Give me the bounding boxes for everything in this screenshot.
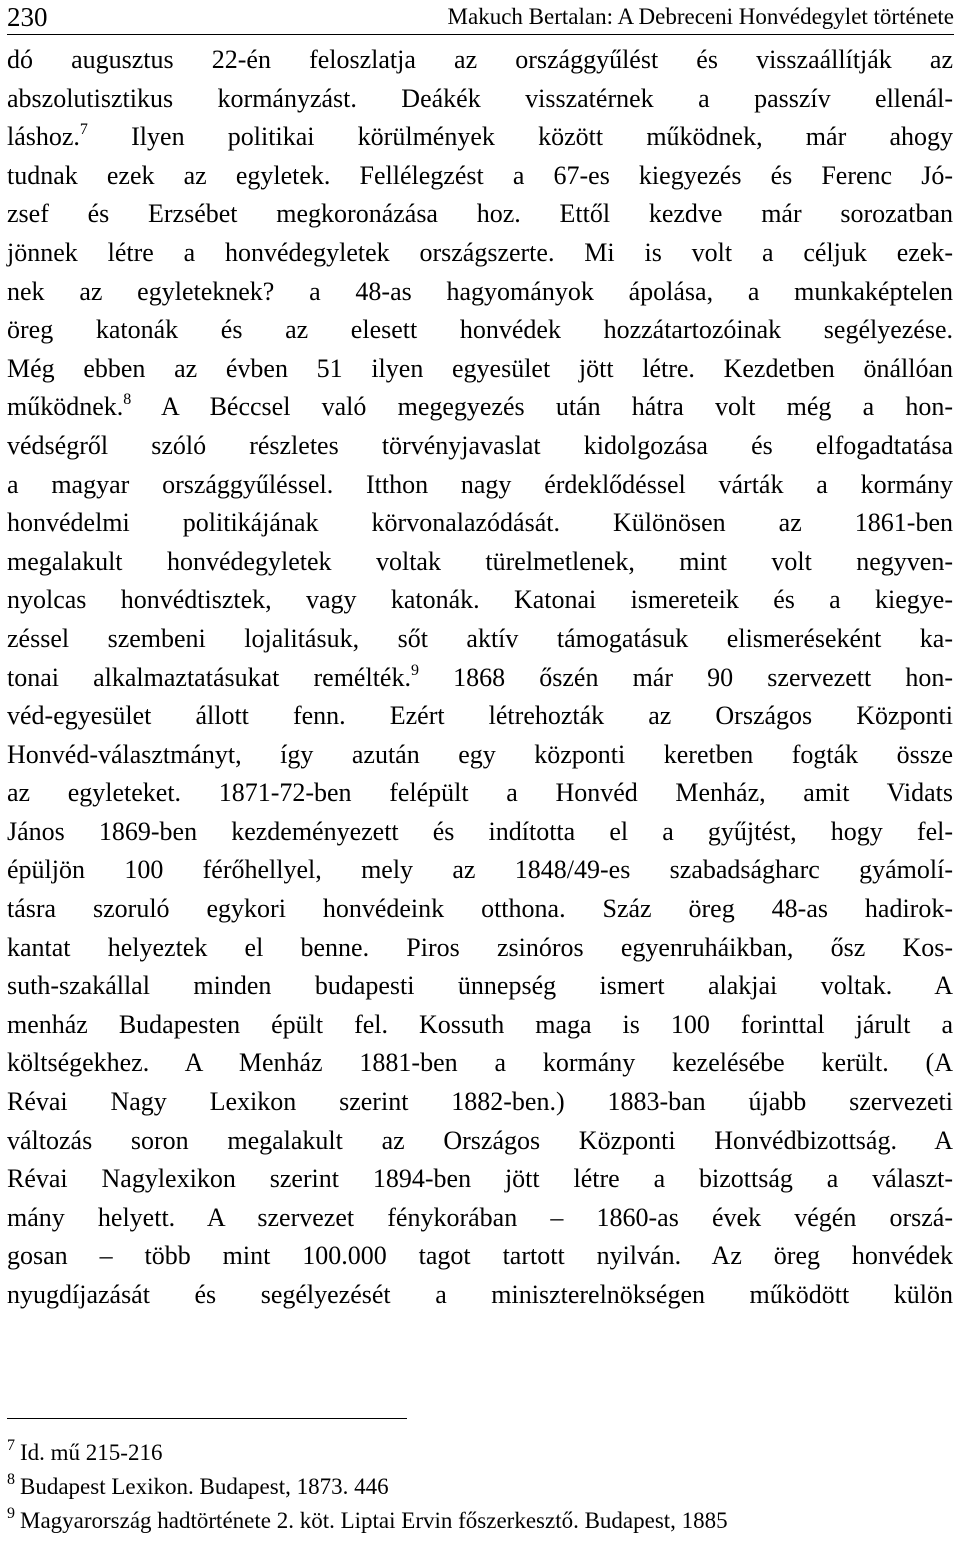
text-segment: 1868 őszén már 90 szervezett hon-	[418, 662, 954, 692]
text-line: tásra szoruló egykori honvédeink otthona. Száz öreg 48-as hadirok-	[7, 894, 953, 924]
text-line: jönnek létre a honvédegyletek országszerte. Mi is volt a céljuk ezek-	[7, 237, 953, 267]
text-line: véd-egyesület állott fenn. Ezért létrehozták az Országos Központi	[7, 701, 953, 731]
footnote	[7, 1436, 953, 1470]
text-line: költségekhez. A Menház 1881-ben a kormány kezelésébe került. (A	[7, 1048, 953, 1078]
footnote	[7, 1470, 953, 1504]
text-line: dó augusztus 22-én feloszlatja az országgyűlést és visszaállítják az	[7, 45, 953, 74]
text-line: nek az egyleteknek? a 48-as hagyományok ápolása, a munkaképtelen	[7, 276, 953, 306]
body-text	[7, 41, 953, 1315]
footnote-reference: 8	[123, 391, 132, 409]
running-header	[7, 0, 954, 35]
footnote-text: Budapest Lexikon. Budapest, 1873. 446	[20, 1474, 389, 1499]
text-line: honvédelmi politikájának körvonalazódását. Különösen az 1861-ben	[7, 508, 953, 538]
page-number: 230	[7, 2, 48, 32]
footnote-reference: 7	[79, 121, 88, 139]
footnote-text: Magyarország hadtörténete 2. köt. Liptai Ervin főszerkesztő. Budapest, 1885	[20, 1508, 728, 1533]
footnote	[7, 1504, 953, 1538]
text-line: abszolutisztikus kormányzást. Deákék visszatérnek a passzív ellenál-	[7, 83, 953, 113]
text-line: mány helyett. A szervezet fénykorában – 1860-as évek végén orszá-	[7, 1202, 953, 1232]
footnote-number: 9	[7, 1505, 15, 1522]
footnote-number: 8	[7, 1471, 15, 1488]
text-segment: Ilyen politikai körülmények között működnek, már ahogy	[87, 122, 953, 152]
footnotes	[7, 1436, 953, 1538]
footnote-reference: 9	[410, 661, 419, 679]
text-line: öreg katonák és az elesett honvédek hozzátartozóinak segélyezése.	[7, 315, 953, 345]
footnote-text: Id. mű 215-216	[20, 1440, 163, 1465]
text-line: nyugdíjazását és segélyezését a miniszterelnökségen működött külön	[7, 1280, 953, 1309]
text-line: változás soron megalakult az Országos Központi Honvédbizottság. A	[7, 1125, 953, 1155]
text-line	[7, 659, 953, 698]
text-line: tudnak ezek az egyletek. Fellélegzést a 67-es kiegyezés és Ferenc Jó-	[7, 160, 953, 190]
running-title: Makuch Bertalan: A Debreceni Honvédegylet története	[447, 4, 954, 29]
text-line: suth-szakállal minden budapesti ünnepség ismert alakjai voltak. A	[7, 971, 953, 1001]
text-line: Révai Nagy Lexikon szerint 1882-ben.) 1883-ban újabb szervezeti	[7, 1087, 953, 1117]
text-segment: működnek.	[7, 392, 124, 422]
text-segment: tonai alkalmaztatásukat remélték.	[7, 662, 411, 692]
text-line: zsef és Erzsébet megkoronázása hoz. Ettől kezdve már sorozatban	[7, 199, 953, 229]
footnote-number: 7	[7, 1437, 15, 1454]
text-line: János 1869-ben kezdeményezett és indította el a gyűjtést, hogy fel-	[7, 816, 953, 846]
text-line: az egyleteket. 1871-72-ben felépült a Honvéd Menház, amit Vidats	[7, 778, 953, 808]
text-line: nyolcas honvédtisztek, vagy katonák. Katonai ismereteik és a kiegye-	[7, 585, 953, 615]
text-line: megalakult honvédegyletek voltak türelmetlenek, mint volt negyven-	[7, 546, 953, 576]
text-line: védségről szóló részletes törvényjavaslat kidolgozása és elfogadtatása	[7, 430, 953, 460]
text-line: kantat helyeztek el benne. Piros zsinóros egyenruháikban, ősz Kos-	[7, 932, 953, 962]
text-line	[7, 388, 953, 427]
text-line	[7, 118, 953, 157]
text-line: a magyar országgyűléssel. Itthon nagy érdeklődéssel várták a kormány	[7, 469, 953, 499]
text-line: Honvéd-választmányt, így azután egy központi keretben fogták össze	[7, 739, 953, 769]
text-line: épüljön 100 férőhellyel, mely az 1848/49-es szabadságharc gyámolí-	[7, 855, 953, 885]
text-segment: A Béccsel való megegyezés után hátra volt még a hon-	[131, 392, 953, 422]
text-line: zéssel szembeni lojalitásuk, sőt aktív támogatásuk elismeréseként ka-	[7, 623, 953, 653]
text-segment: láshoz.	[7, 122, 80, 152]
text-line: menház Budapesten épült fel. Kossuth maga is 100 forinttal járult a	[7, 1009, 953, 1039]
text-line: Révai Nagylexikon szerint 1894-ben jött létre a bizottság a választ-	[7, 1164, 953, 1194]
footnote-separator	[7, 1418, 407, 1419]
text-line: Még ebben az évben 51 ilyen egyesület jött létre. Kezdetben önállóan	[7, 353, 953, 383]
text-line: gosan – több mint 100.000 tagot tartott nyilván. Az öreg honvédek	[7, 1241, 953, 1271]
